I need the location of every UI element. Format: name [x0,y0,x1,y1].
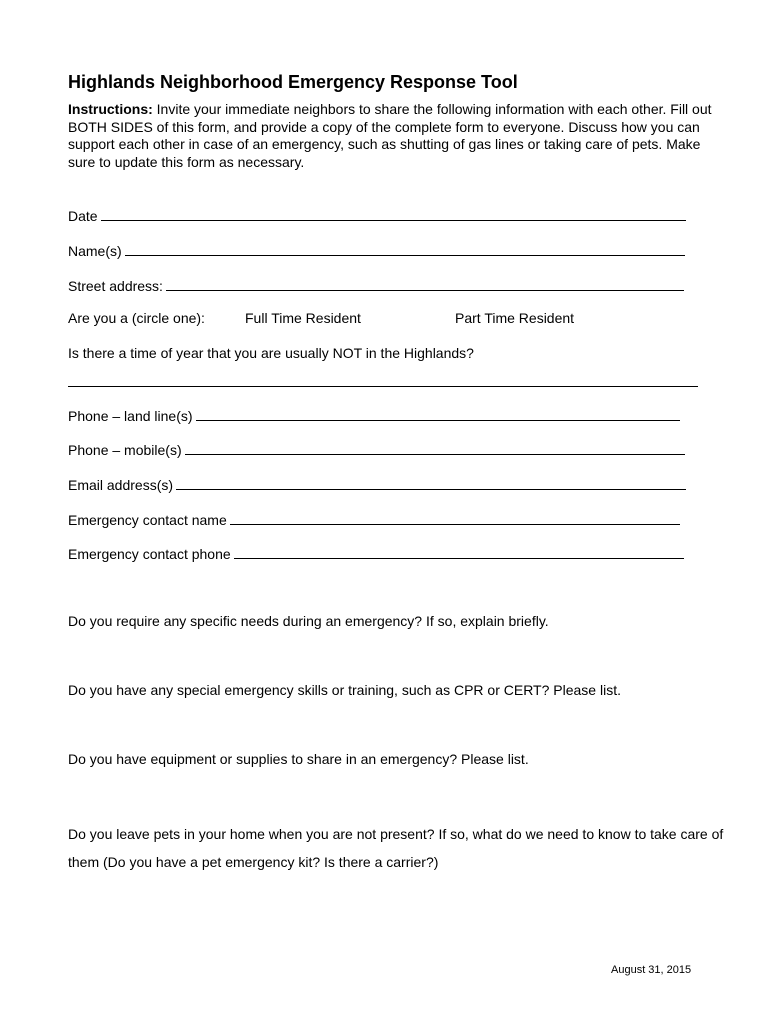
emergency-contact-name-field[interactable] [230,510,680,525]
email-field[interactable] [176,475,686,490]
emergency-contact-phone-label: Emergency contact phone [68,546,231,562]
email-row [68,475,686,493]
instructions [68,101,718,171]
emergency-contact-name-label: Emergency contact name [68,512,227,528]
time-away-field[interactable] [68,386,698,387]
names-label: Name(s) [68,243,122,259]
phone-land-label: Phone – land line(s) [68,408,193,424]
phone-land-field[interactable] [196,406,680,421]
date-field[interactable] [101,206,686,221]
residency-question: Are you a (circle one): [68,310,205,326]
date-row [68,206,686,224]
specific-needs-question: Do you require any specific needs during an emergency? If so, explain briefly. [68,613,549,629]
instructions-label: Instructions: [68,101,153,117]
phone-mobile-field[interactable] [185,440,685,455]
instructions-text: Invite your immediate neighbors to share the following information with each other. Fill out BOTH SIDES of this form, and provide a copy of the complete form to everyone. Discuss how you can support each other in case of an emergency, such as shutting of gas lines or taking care of pets. Make sure to update this form as necessary. [68,101,712,170]
part-time-option[interactable]: Part Time Resident [455,310,575,326]
names-row [68,241,685,259]
phone-land-row [68,406,680,424]
pets-question: Do you leave pets in your home when you are not present? If so, what do we need to know to take care of them (Do you have a pet emergency kit? Is there a carrier?) [68,826,724,870]
full-time-option[interactable]: Full Time Resident [245,310,361,326]
equipment-question: Do you have equipment or supplies to share in an emergency? Please list. [68,751,529,767]
phone-mobile-label: Phone – mobile(s) [68,442,182,458]
time-away-question: Is there a time of year that you are usually NOT in the Highlands? [68,345,474,361]
names-field[interactable] [125,241,685,256]
skills-question: Do you have any special emergency skills or training, such as CPR or CERT? Please list. [68,682,621,698]
street-address-label: Street address: [68,278,163,294]
emergency-contact-phone-field[interactable] [234,544,684,559]
emergency-contact-phone-row [68,544,684,562]
phone-mobile-row [68,440,685,458]
email-label: Email address(s) [68,477,174,493]
form-title: Highlands Neighborhood Emergency Response Tool [68,72,518,92]
footer-date: August 31, 2015 [611,964,692,976]
emergency-contact-name-row [68,510,680,528]
street-address-row [68,276,684,294]
date-label: Date [68,208,98,224]
street-address-field[interactable] [166,276,684,291]
